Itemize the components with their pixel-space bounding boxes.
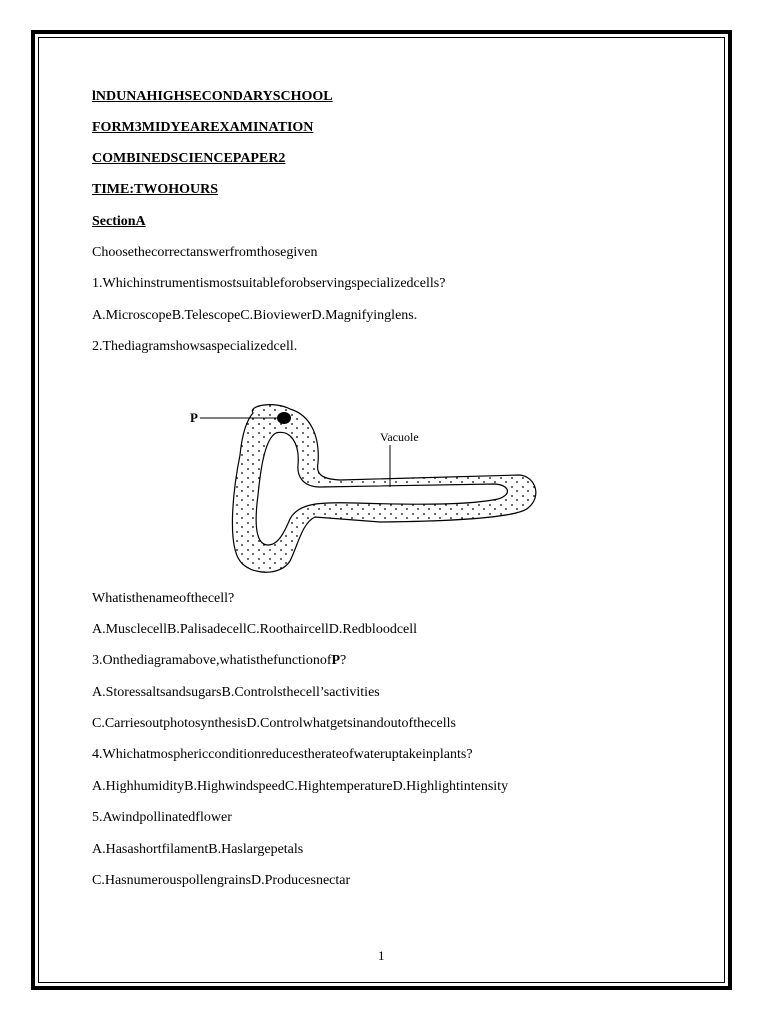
question-4-stem: 4.Whichatmosphericconditionreducestherateofwateruptakeinplants? (92, 747, 473, 762)
label-p: P (190, 410, 198, 425)
question-3-options-line-2: C.CarriesoutphotosynthesisD.Controlwhatgetsinandoutofthecells (92, 716, 456, 731)
question-1-options: A.MicroscopeB.TelescopeC.BioviewerD.Magnifyinglens. (92, 308, 418, 323)
question-3-stem-prefix: 3.Onthediagramabove,whatisthefunctionof (92, 653, 332, 668)
question-4-options: A.HighhumidityB.HighwindspeedC.HightemperatureD.Highlightintensity (92, 779, 509, 794)
question-5-options-line-1: A.HasashortfilamentB.Haslargepetals (92, 842, 304, 857)
root-hair-cell-diagram (180, 395, 560, 580)
exam-title: FORM3MIDYEAREXAMINATION (92, 120, 314, 135)
page-number: 1 (378, 948, 385, 963)
school-name: lNDUNAHIGHSECONDARYSCHOOL (92, 89, 333, 104)
question-2-options: A.MusclecellB.PalisadecellC.RoothaircellD.Redbloodcell (92, 622, 418, 637)
question-5-stem: 5.Awindpollinatedflower (92, 810, 232, 825)
label-vacuole: Vacuole (380, 430, 419, 444)
question-3-stem-suffix: ? (340, 653, 347, 668)
exam-duration: TIME:TWOHOURS (92, 182, 219, 197)
instructions: Choosethecorrectanswerfromthosegiven (92, 245, 318, 260)
question-3-options-line-1: A.StoressaltsandsugarsB.Controlsthecell’sactivities (92, 685, 380, 700)
paper-title: COMBINEDSCIENCEPAPER2 (92, 151, 286, 166)
question-3-stem (92, 652, 346, 670)
question-3-stem-bold: P (331, 653, 341, 668)
section-heading: SectionA (92, 214, 146, 229)
question-1-stem: 1.Whichinstrumentismostsuitableforobservingspecializedcells? (92, 276, 446, 291)
question-2-stem: 2.Thediagramshowsaspecializedcell. (92, 339, 298, 354)
question-5-options-line-2: C.HasnumerouspollengrainsD.Producesnectar (92, 873, 351, 888)
question-2-subquestion: Whatisthenameofthecell? (92, 591, 235, 606)
nucleus (277, 412, 291, 424)
